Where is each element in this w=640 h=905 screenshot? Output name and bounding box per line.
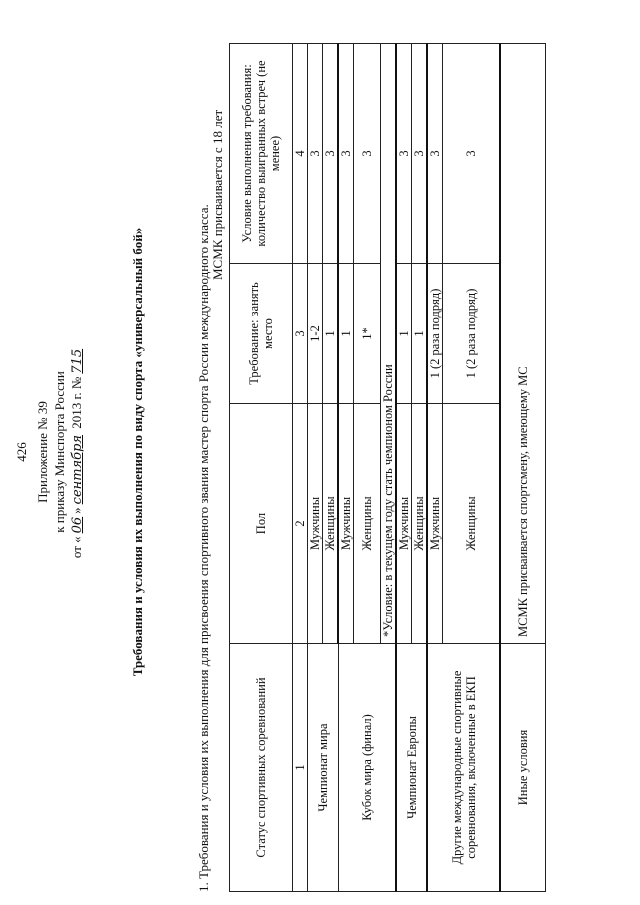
- annex-number: Приложение № 39: [35, 401, 50, 503]
- msmk-age-caption: МСМК присваивается с 18 лет: [210, 109, 225, 280]
- header-condition: Условие выполнения требования: количество выигранных встреч (не менее): [230, 44, 293, 264]
- status-cell: Кубок мира (финал): [338, 644, 396, 892]
- note-cell: *Условие: в текущем году стать чемпионом России: [381, 44, 397, 644]
- place-cell: 1: [338, 264, 354, 404]
- rotated-page-content: [20, 12, 620, 892]
- annex-header: [34, 12, 86, 892]
- status-cell: Чемпионат Европы: [396, 644, 427, 892]
- wins-cell: 3: [412, 44, 428, 264]
- place-cell: 1 (2 раза подряд): [427, 264, 443, 404]
- table-row: [308, 44, 323, 892]
- annex-order-ref: к приказу Минспорта России: [52, 371, 67, 533]
- status-cell: Чемпионат мира: [308, 644, 339, 892]
- place-cell: 1: [323, 264, 339, 404]
- place-cell: 1-2: [308, 264, 323, 404]
- header-gender: Пол: [230, 404, 293, 644]
- status-cell: Иные условия: [500, 644, 546, 892]
- gender-cell: Женщины: [354, 404, 381, 644]
- document-title: Требования и условия их выполнения по виду спорта «универсальный бой»: [130, 227, 145, 677]
- annex-day: 06: [70, 516, 85, 534]
- wins-cell: 3: [427, 44, 443, 264]
- table-row: [396, 44, 412, 892]
- table-header-row: [230, 44, 293, 892]
- gender-cell: Женщины: [412, 404, 428, 644]
- wins-cell: 3: [354, 44, 381, 264]
- column-number: 2: [293, 404, 308, 644]
- column-number: 3: [293, 264, 308, 404]
- column-number-row: [293, 44, 308, 892]
- gender-cell: Мужчины: [427, 404, 443, 644]
- annex-order-number: 715: [70, 348, 85, 374]
- wins-cell: 3: [396, 44, 412, 264]
- wins-cell: 3: [308, 44, 323, 264]
- header-place: Требование: занять место: [230, 264, 293, 404]
- column-number: 1: [293, 644, 308, 892]
- status-cell: Другие международные спортивные соревнования, включенные в ЕКП: [427, 644, 500, 892]
- annex-month: сентября: [70, 434, 85, 505]
- other-conditions-cell: МСМК присваивается спортсмену, имеющему МС: [500, 44, 546, 644]
- table-row: [500, 44, 546, 892]
- gender-cell: Женщины: [323, 404, 339, 644]
- gender-cell: Мужчины: [308, 404, 323, 644]
- annex-date-line: от «06»сентября 2013 г. №715: [68, 12, 86, 892]
- place-cell: 1 (2 раза подряд): [443, 264, 501, 404]
- page-number: 426: [14, 442, 29, 462]
- place-cell: 1*: [354, 264, 381, 404]
- wins-cell: 3: [443, 44, 501, 264]
- section-heading: 1. Требования и условия их выполнения для присвоения спортивного звания мастер спорта России международного класса.: [196, 204, 211, 892]
- column-number: 4: [293, 44, 308, 264]
- gender-cell: Женщины: [443, 404, 501, 644]
- gender-cell: Мужчины: [396, 404, 412, 644]
- gender-cell: Мужчины: [338, 404, 354, 644]
- wins-cell: 3: [338, 44, 354, 264]
- wins-cell: 3: [323, 44, 339, 264]
- table-row: [338, 44, 354, 892]
- requirements-table: [229, 43, 546, 892]
- table-row: [427, 44, 443, 892]
- place-cell: 1: [412, 264, 428, 404]
- place-cell: 1: [396, 264, 412, 404]
- header-status: Статус спортивных соревнований: [230, 644, 293, 892]
